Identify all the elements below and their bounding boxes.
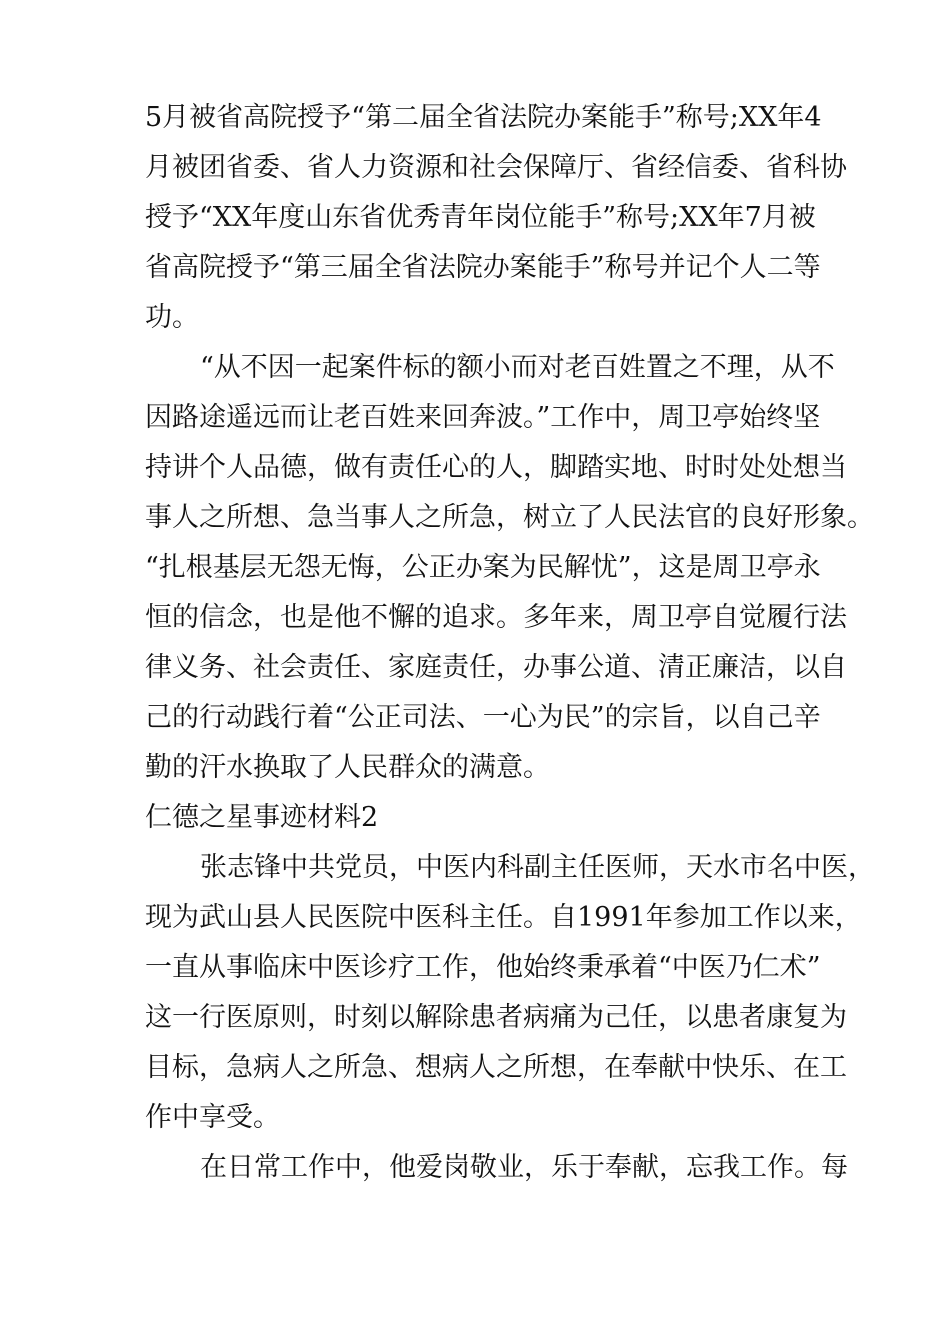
- text-line: 授予“XX年度山东省优秀青年岗位能手”称号;XX年7月被: [145, 202, 816, 233]
- text-line: 律义务、社会责任、家庭责任，办事公道、清正廉洁，以自: [145, 652, 847, 683]
- paragraph-first-line: 在日常工作中，他爱岗敬业，乐于奉献，忘我工作。每: [200, 1152, 848, 1183]
- text-line: 恒的信念，也是他不懈的追求。多年来，周卫亭自觉履行法: [145, 602, 847, 633]
- section-heading: 仁德之星事迹材料2: [145, 802, 379, 833]
- text-line: 功。: [145, 302, 199, 333]
- paragraph-first-line: “从不因一起案件标的额小而对老百姓置之不理，从不: [200, 352, 835, 383]
- text-line: 一直从事临床中医诊疗工作，他始终秉承着“中医乃仁术”: [145, 952, 821, 983]
- text-line: 这一行医原则，时刻以解除患者病痛为己任，以患者康复为: [145, 1002, 847, 1033]
- text-line: 事人之所想、急当事人之所急，树立了人民法官的良好形象。: [145, 502, 874, 533]
- text-line: 月被团省委、省人力资源和社会保障厅、省经信委、省科协: [145, 152, 847, 183]
- text-line: 持讲个人品德，做有责任心的人，脚踏实地、时时处处想当: [145, 452, 847, 483]
- text-line: 省高院授予“第三届全省法院办案能手”称号并记个人二等: [145, 252, 821, 283]
- text-line: 现为武山县人民医院中医科主任。自1991年参加工作以来，: [145, 902, 862, 933]
- text-line: 5月被省高院授予“第二届全省法院办案能手”称号;XX年4: [145, 102, 822, 133]
- text-line: 作中享受。: [145, 1102, 280, 1133]
- text-line: “扎根基层无怨无悔，公正办案为民解忧”，这是周卫亭永: [145, 552, 821, 583]
- text-line: 勤的汗水换取了人民群众的满意。: [145, 752, 550, 783]
- paragraph-first-line: 张志锋中共党员，中医内科副主任医师，天水市名中医，: [200, 852, 875, 883]
- text-line: 目标，急病人之所急、想病人之所想，在奉献中快乐、在工: [145, 1052, 847, 1083]
- text-line: 己的行动践行着“公正司法、一心为民”的宗旨，以自己辛: [145, 702, 821, 733]
- text-line: 因路途遥远而让老百姓来回奔波。”工作中，周卫亭始终坚: [145, 402, 821, 433]
